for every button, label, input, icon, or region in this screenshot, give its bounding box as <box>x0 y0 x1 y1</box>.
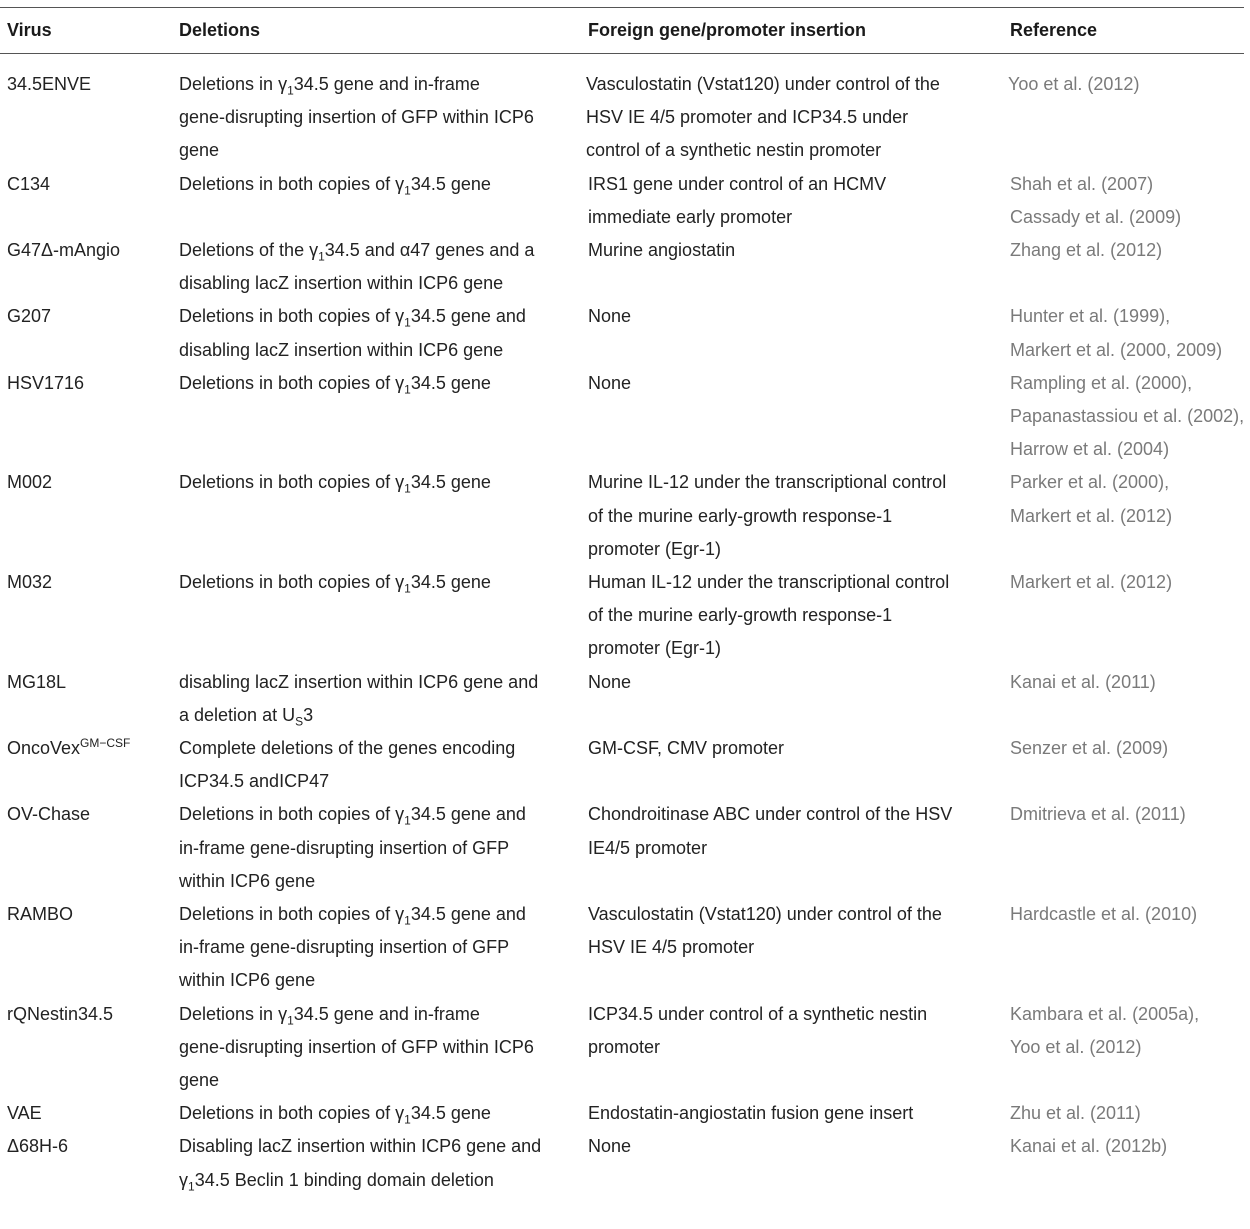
deletions-cell <box>179 798 526 898</box>
header-insertion: Foreign gene/promoter insertion <box>588 20 867 40</box>
virus-name-text: G207 <box>7 306 52 327</box>
insertion-cell <box>588 998 927 1064</box>
deletions-cell-line: Deletions in both copies of $\gamma_134.5$ gene <box>179 472 491 496</box>
reference-cell-line: Dmitrieva et al. (2011) <box>1010 804 1186 825</box>
deletions-cell <box>179 898 526 998</box>
reference-cell-line: Harrow et al. (2004) <box>1010 439 1170 460</box>
virus-name <box>7 1097 42 1130</box>
insertion-cell-line: Vasculostatin (Vstat120) under control of the <box>588 903 942 924</box>
deletions-cell <box>179 367 491 400</box>
header-virus: Virus <box>7 20 52 40</box>
reference-cell <box>1010 566 1172 599</box>
insertion-cell-line: None <box>588 671 632 692</box>
insertion-cell <box>588 300 631 333</box>
reference-cell-line: Markert et al. (2012) <box>1010 505 1173 526</box>
reference-cell <box>1010 898 1197 931</box>
insertion-cell-line: None <box>588 306 632 327</box>
virus-name-text: 34.5ENVE <box>7 74 92 94</box>
deletions-cell-line: Deletions in both copies of $\gamma_134.5$ gene and <box>179 903 526 928</box>
table-row <box>0 1130 1250 1196</box>
deletions-cell <box>179 998 534 1098</box>
reference-cell-line: Zhang et al. (2012) <box>1010 239 1163 260</box>
insertion-cell <box>588 367 631 400</box>
reference-cell-line: Papanastassiou et al. (2002), <box>1010 405 1245 426</box>
deletions-cell-line: Deletions of the $\gamma_134.5$ and α47 genes and a <box>179 239 535 264</box>
virus-name <box>7 168 50 201</box>
table-top-rule <box>0 7 1244 8</box>
insertion-cell-line: Murine IL-12 under the transcriptional control <box>588 472 947 493</box>
table-body <box>0 68 1250 1197</box>
deletions-cell <box>179 732 515 798</box>
insertion-cell-line: Murine angiostatin <box>588 239 736 260</box>
deletions-cell-line: ICP34.5 andICP47 <box>179 771 330 792</box>
reference-cell <box>1010 168 1181 234</box>
reference-cell-line: Kambara et al. (2005a), <box>1010 1003 1200 1024</box>
reference-cell-line: Markert et al. (2012) <box>1010 571 1173 592</box>
virus-name-text: C134 <box>7 173 51 194</box>
reference-cell-line: Yoo et al. (2012) <box>1008 74 1140 94</box>
insertion-cell-line: None <box>588 1136 632 1157</box>
insertion-cell-line: Chondroitinase ABC under control of the HSV <box>588 804 953 825</box>
deletions-cell-line: Deletions in both copies of $\gamma_134.5$ gene and <box>179 306 526 330</box>
insertion-cell <box>588 666 631 699</box>
table-row <box>0 300 1250 366</box>
virus-name-text: rQNestin34.5 <box>7 1003 114 1024</box>
virus-name-superscript: GM−CSF <box>80 735 131 750</box>
deletions-cell-line: disabling lacZ insertion within ICP6 gene <box>179 339 504 360</box>
reference-cell-line: Rampling et al. (2000), <box>1010 372 1193 393</box>
deletions-cell-line: Deletions in both copies of $\gamma_134.5$ gene <box>179 571 491 596</box>
insertion-cell-line: immediate early promoter <box>588 206 793 227</box>
virus-name <box>7 798 90 831</box>
deletions-cell-line: disabling lacZ insertion within ICP6 gene <box>179 273 504 294</box>
virus-name <box>7 466 52 499</box>
deletions-cell-line: within ICP6 gene <box>179 970 316 991</box>
virus-name-text: VAE <box>7 1103 42 1124</box>
reference-cell-line: Shah et al. (2007) <box>1010 173 1154 194</box>
header-deletions: Deletions <box>179 20 261 40</box>
table-row <box>0 168 1250 234</box>
table-row <box>0 466 1250 566</box>
reference-cell-line: Senzer et al. (2009) <box>1010 737 1169 758</box>
deletions-cell-line: Complete deletions of the genes encoding <box>179 737 516 758</box>
deletions-cell <box>179 1130 541 1196</box>
deletions-cell-line: gene <box>179 140 220 161</box>
insertion-cell-line: Endostatin-angiostatin fusion gene insert <box>588 1103 914 1124</box>
table-row <box>0 68 1250 168</box>
table-row <box>0 798 1250 898</box>
reference-cell-line: Markert et al. (2000, 2009) <box>1010 339 1223 360</box>
insertion-cell <box>588 1130 631 1163</box>
deletions-cell <box>179 234 534 300</box>
virus-name <box>7 566 52 599</box>
reference-cell <box>1010 732 1168 765</box>
virus-name <box>7 666 66 699</box>
reference-cell-line: Hardcastle et al. (2010) <box>1010 903 1198 924</box>
deletions-cell <box>179 666 538 732</box>
header-reference: Reference <box>1010 20 1098 40</box>
reference-cell-line: Kanai et al. (2011) <box>1010 671 1156 692</box>
deletions-cell-line: Deletions in both copies of $\gamma_134.5$ gene and <box>179 804 526 828</box>
insertion-cell <box>588 466 946 566</box>
insertion-cell-line: None <box>588 372 632 393</box>
insertion-cell-line: Human IL-12 under the transcriptional control <box>588 571 950 592</box>
reference-cell <box>1010 466 1172 532</box>
insertion-cell <box>588 732 784 765</box>
virus-name <box>7 998 113 1031</box>
insertion-cell <box>588 798 952 864</box>
virus-name <box>7 732 130 765</box>
insertion-cell-line: Vasculostatin (Vstat120) under control of the <box>586 74 940 94</box>
reference-cell <box>1010 234 1162 267</box>
insertion-cell-line: IE4/5 promoter <box>588 837 708 858</box>
deletions-cell-line: Deletions in both copies of $\gamma_134.5$ gene <box>179 173 491 198</box>
insertion-cell <box>588 168 886 234</box>
table-row <box>0 666 1250 732</box>
insertion-cell <box>588 1097 913 1130</box>
insertion-cell-line: of the murine early-growth response-1 <box>588 605 893 626</box>
virus-name-text: G47Δ-mAngio <box>7 239 121 260</box>
table-row <box>0 367 1250 467</box>
reference-cell-line: Parker et al. (2000), <box>1010 472 1170 493</box>
insertion-cell <box>588 898 942 964</box>
reference-cell <box>1008 68 1139 101</box>
virus-name-text: M032 <box>7 571 53 592</box>
table-row <box>0 998 1250 1098</box>
reference-cell <box>1010 666 1156 699</box>
table-row <box>0 1097 1250 1130</box>
reference-cell-line: Kanai et al. (2012b) <box>1010 1136 1168 1157</box>
virus-name <box>7 234 120 267</box>
virus-name <box>7 898 73 931</box>
deletions-cell-line: Deletions in $\gamma_134.5$ gene and in-frame <box>179 1003 480 1028</box>
table-header <box>0 20 1250 46</box>
insertion-cell <box>586 68 940 168</box>
virus-name-text: M002 <box>7 472 53 493</box>
table-row <box>0 234 1250 300</box>
virus-name-text: RAMBO <box>7 903 74 924</box>
virus-name <box>7 300 51 333</box>
reference-cell-line: Hunter et al. (1999), <box>1010 306 1171 327</box>
deletions-cell-line: Disabling lacZ insertion within ICP6 gene and <box>179 1136 542 1157</box>
deletions-cell <box>179 168 491 201</box>
virus-name-text: MG18L <box>7 671 67 692</box>
virus-name-text: HSV1716 <box>7 372 85 393</box>
deletions-cell-line: within ICP6 gene <box>179 870 316 891</box>
virus-name <box>7 1130 68 1163</box>
deletions-cell-line: a deletion at $U_S3$ <box>179 704 314 729</box>
reference-cell <box>1010 367 1244 467</box>
virus-name-text: OV-Chase <box>7 804 91 825</box>
insertion-cell <box>588 566 949 666</box>
deletions-cell-line: disabling lacZ insertion within ICP6 gene and <box>179 671 539 692</box>
virus-name-text: Δ68H-6 <box>7 1136 69 1157</box>
insertion-cell-line: IRS1 gene under control of an HCMV <box>588 173 887 194</box>
table-row <box>0 898 1250 998</box>
insertion-cell-line: HSV IE 4/5 promoter and ICP34.5 under <box>586 107 909 128</box>
insertion-cell-line: of the murine early-growth response-1 <box>588 505 893 526</box>
insertion-cell-line: promoter (Egr-1) <box>588 538 722 559</box>
deletions-cell-line: Deletions in $\gamma_134.5$ gene and in-frame <box>179 74 480 98</box>
deletions-cell-line: $\gamma_134.5$ Beclin 1 binding domain deletion <box>179 1169 494 1194</box>
reference-cell <box>1010 998 1199 1064</box>
deletions-cell <box>179 466 491 499</box>
deletions-cell-line: gene-disrupting insertion of GFP within ICP6 <box>179 107 534 128</box>
deletions-cell-line: gene-disrupting insertion of GFP within ICP6 <box>179 1036 534 1057</box>
deletions-cell-line: Deletions in both copies of $\gamma_134.5$ gene <box>179 1103 491 1127</box>
reference-cell-line: Zhu et al. (2011) <box>1010 1103 1141 1124</box>
table-row <box>0 732 1250 798</box>
insertion-cell-line: promoter <box>588 1036 661 1057</box>
reference-cell <box>1010 1097 1141 1130</box>
reference-cell-line: Yoo et al. (2012) <box>1010 1036 1142 1057</box>
insertion-cell-line: GM-CSF, CMV promoter <box>588 737 785 758</box>
virus-name <box>7 68 91 101</box>
reference-cell <box>1010 300 1222 366</box>
insertion-cell-line: control of a synthetic nestin promoter <box>586 140 882 161</box>
reference-cell <box>1010 798 1186 831</box>
virus-name <box>7 367 84 400</box>
reference-cell <box>1010 1130 1167 1163</box>
deletions-cell-line: in-frame gene-disrupting insertion of GFP <box>179 937 510 958</box>
deletions-cell <box>179 300 526 366</box>
insertion-cell-line: promoter (Egr-1) <box>588 638 722 659</box>
deletions-cell <box>179 1097 491 1130</box>
deletions-cell-line: gene <box>179 1069 220 1090</box>
deletions-cell <box>179 566 491 599</box>
deletions-cell-line: Deletions in both copies of $\gamma_134.5$ gene <box>179 372 491 397</box>
deletions-cell <box>179 68 534 168</box>
insertion-cell <box>588 234 735 267</box>
insertion-cell-line: ICP34.5 under control of a synthetic nestin <box>588 1003 928 1024</box>
insertion-cell-line: HSV IE 4/5 promoter <box>588 937 755 958</box>
virus-name-text: OncoVex <box>7 737 81 758</box>
table-header-rule <box>0 53 1244 54</box>
reference-cell-line: Cassady et al. (2009) <box>1010 206 1182 227</box>
deletions-cell-line: in-frame gene-disrupting insertion of GFP <box>179 837 510 858</box>
table-row <box>0 566 1250 666</box>
